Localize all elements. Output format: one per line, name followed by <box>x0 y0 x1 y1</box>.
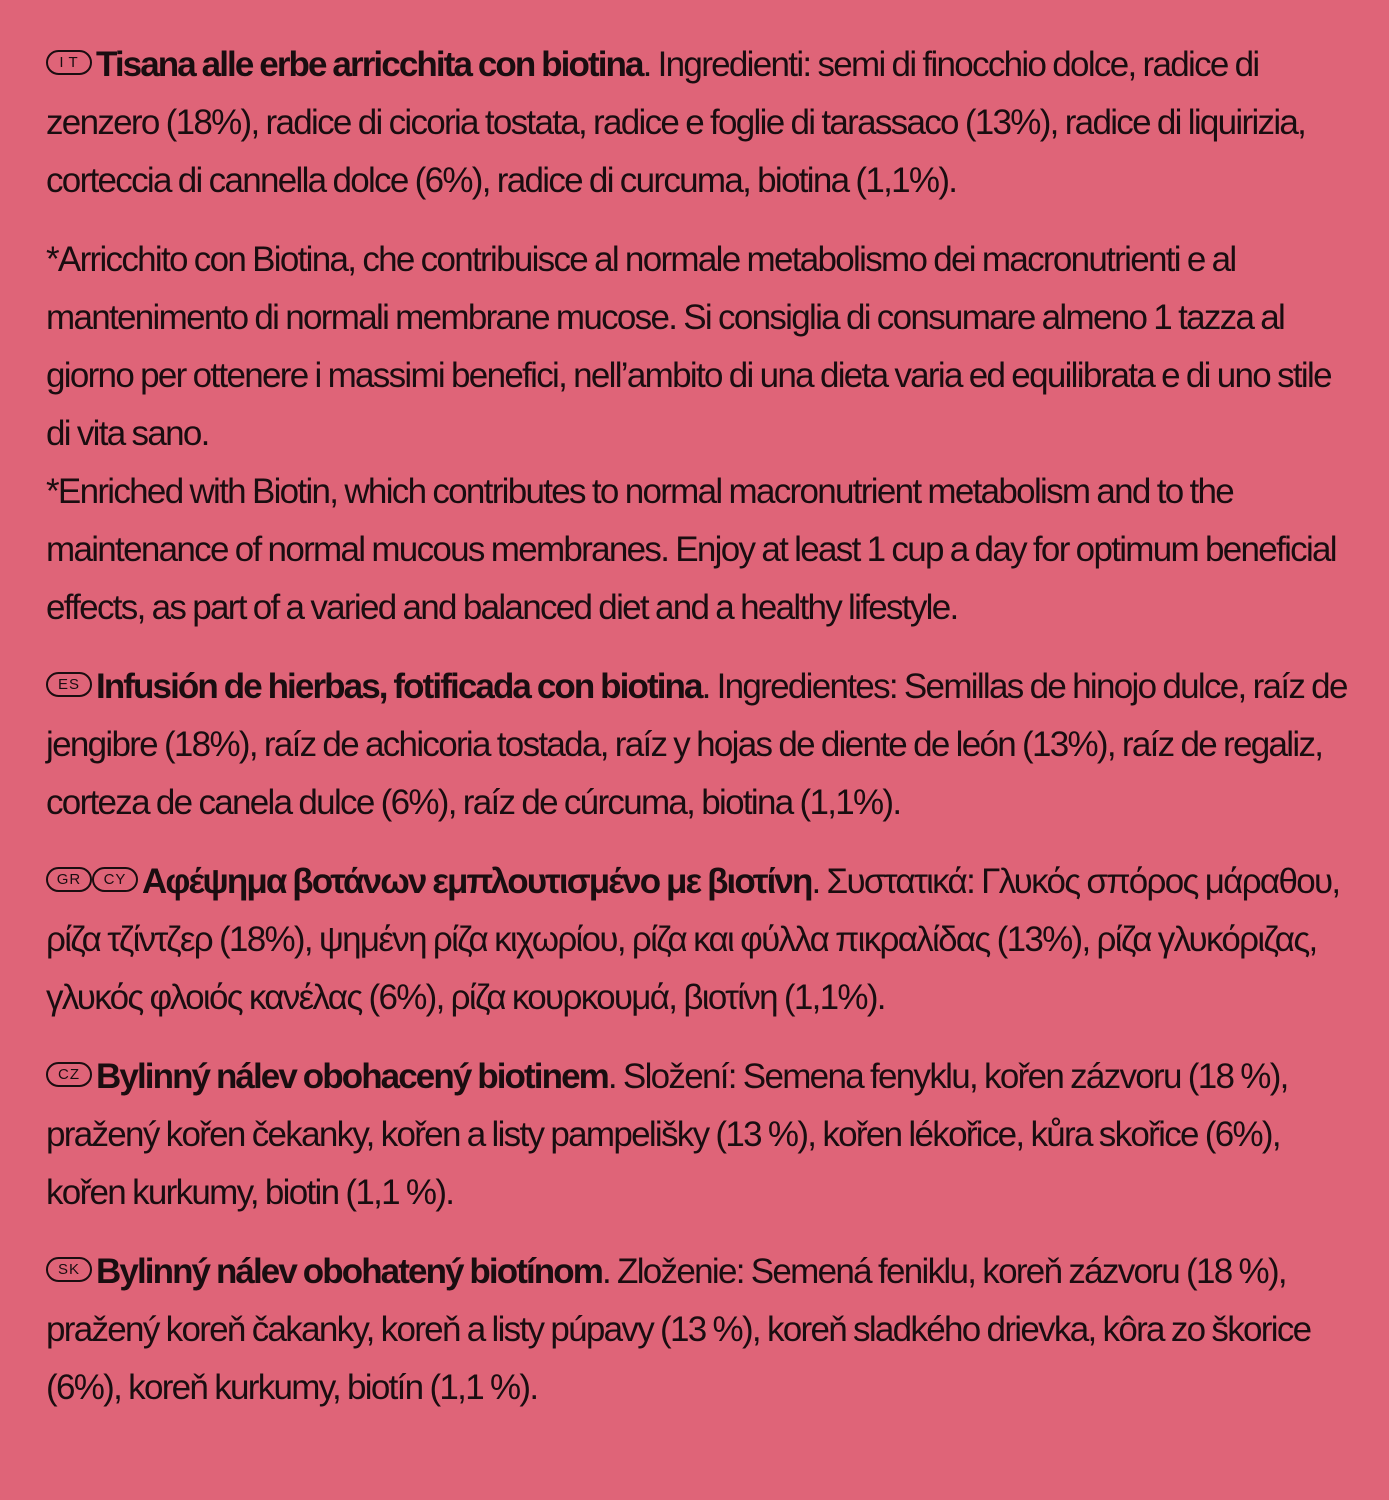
biotin-note-italian: *Arricchito con Biotina, che contribuisce al normale metabolismo dei macronutrienti e al mantenimento di normali membrane mucose. Si consiglia di consumare almeno 1 tazza al giorno per ottenere i massimi benefici, nell’ambito di una dieta varia ed equilibrata e di uno stile di vita sano. <box>46 240 1331 453</box>
section-heading: Bylinný nálev obohacený biotinem <box>96 1057 608 1096</box>
section-italian <box>46 36 1349 210</box>
language-badge-cy: CY <box>92 867 138 892</box>
language-badge-cz: CZ <box>46 1062 92 1087</box>
section-heading: Tisana alle erbe arricchita con biotina <box>96 45 643 84</box>
language-badge-gr: GR <box>46 867 92 892</box>
language-badge-sk: SK <box>46 1257 92 1282</box>
section-czech <box>46 1048 1349 1222</box>
section-body: . Zloženie: Semená feniklu, koreň zázvoru (18 %), pražený koreň čakanky, koreň a listy púpavy (13 %), koreň sladkého drievka, kôra zo škorice (6%), koreň kurkumy, biotín (1,1 %). <box>46 1252 1311 1407</box>
section-spanish <box>46 658 1349 832</box>
section-body: . Složení: Semena fenyklu, kořen zázvoru (18 %), pražený kořen čekanky, kořen a listy pampelišky (13 %), kořen lékořice, kůra skořice (6%), kořen kurkumy, biotin (1,1 %). <box>46 1057 1288 1212</box>
language-badge-it: I T <box>46 50 92 75</box>
section-greek <box>46 853 1349 1027</box>
section-slovak <box>46 1243 1349 1417</box>
section-heading: Bylinný nálev obohatený biotínom <box>96 1252 602 1291</box>
language-badge-es: ES <box>46 672 92 697</box>
section-body: . Συστατικά: Γλυκός σπόρος μάραθου, ρίζα τζίντζερ (18%), ψημένη ρίζα κιχωρίου, ρίζα και φύλλα πικραλίδας (13%), ρίζα γλυκόριζας, γλυκός φλοιός κανέλας (6%), ρίζα κουρκουμά, βιοτίνη (1,1%). <box>46 862 1340 1017</box>
biotin-note-english: *Enriched with Biotin, which contributes to normal macronutrient metabolism and to the maintenance of normal mucous membranes. Enjoy at least 1 cup a day for optimum beneficial effects, as part of a varied and balanced diet and a healthy lifestyle. <box>46 472 1336 627</box>
section-heading: Infusión de hierbas, fotificada con biotina <box>96 667 702 706</box>
section-body: . Ingredienti: semi di finocchio dolce, radice di zenzero (18%), radice di cicoria tostata, radice e foglie di tarassaco (13%), radice di liquirizia, corteccia di cannella dolce (6%), radice di curcuma, biotina (1,1%). <box>46 45 1306 200</box>
section-heading: Αφέψημα βοτάνων εμπλουτισμένο με βιοτίνη <box>142 862 812 901</box>
section-biotin-note <box>46 231 1349 637</box>
section-body: . Ingredientes: Semillas de hinojo dulce, raíz de jengibre (18%), raíz de achicoria tostada, raíz y hojas de diente de león (13%), raíz de regaliz, corteza de canela dulce (6%), raíz de cúrcuma, biotina (1,1%). <box>46 667 1347 822</box>
